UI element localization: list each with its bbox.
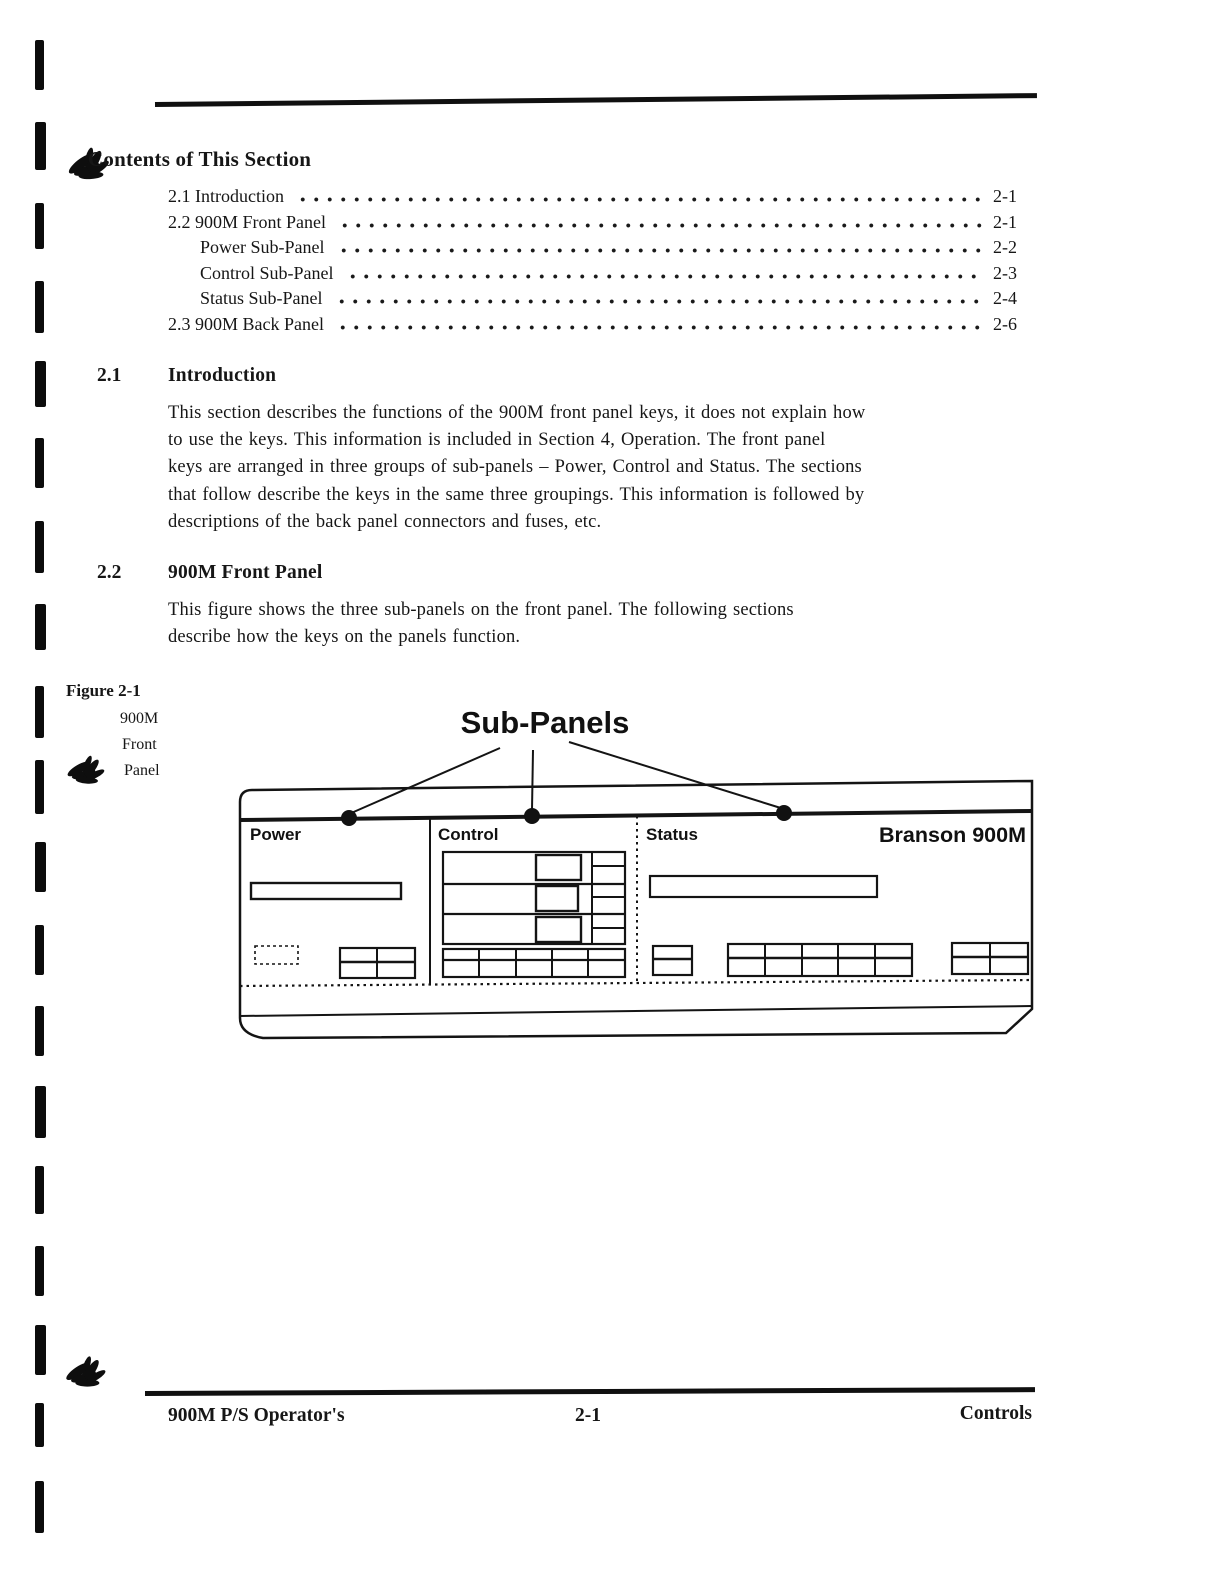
callout-dot xyxy=(524,808,540,824)
dot-leader xyxy=(338,221,983,228)
toc-entry-label: 2.2 900M Front Panel xyxy=(168,211,327,232)
callout-dot xyxy=(341,810,357,826)
control-key xyxy=(536,917,581,942)
dot-leader xyxy=(336,323,983,330)
callout-line xyxy=(569,742,784,809)
binding-mark xyxy=(35,40,44,90)
toc-entry xyxy=(168,263,1037,289)
binding-mark xyxy=(35,361,46,407)
subpanels-callout: Sub-Panels xyxy=(460,705,630,740)
callout-line xyxy=(532,750,533,810)
footer-left: 900M P/S Operator's xyxy=(168,1405,345,1426)
footer-rule xyxy=(145,1387,1035,1396)
table-of-contents xyxy=(168,186,1037,340)
section-title: Introduction xyxy=(168,365,277,386)
toc-entry-page: 2-1 xyxy=(993,186,1017,206)
binding-mark xyxy=(35,842,46,892)
binding-mark xyxy=(35,281,44,333)
toc-entry-page: 2-1 xyxy=(993,211,1017,232)
power-display xyxy=(251,883,401,899)
subpanel-top-bar xyxy=(240,811,1032,820)
figure-caption-line: 900M xyxy=(120,710,159,727)
ink-smudge xyxy=(59,745,117,800)
toc-entry-page: 2-6 xyxy=(993,313,1017,334)
toc-entry xyxy=(168,288,1037,314)
body-line: This figure shows the three sub-panels on the front panel. The following sections xyxy=(168,600,794,620)
binding-mark xyxy=(35,203,44,249)
dot-leader xyxy=(346,272,984,279)
binding-mark xyxy=(35,1166,44,1214)
callout-dot xyxy=(776,805,792,821)
section-title: 900M Front Panel xyxy=(168,562,323,583)
footer-page-number: 2-1 xyxy=(575,1405,601,1426)
toc-entry xyxy=(168,314,1037,340)
status-key xyxy=(653,946,692,975)
toc-entry xyxy=(168,237,1037,263)
dot-leader xyxy=(296,195,983,202)
toc-entry-page: 2-3 xyxy=(993,262,1017,283)
body-line: that follow describe the keys in the same three groupings. This information is followed by xyxy=(168,484,865,505)
dot-leader xyxy=(335,297,983,304)
footer-right: Controls xyxy=(959,1403,1032,1424)
body-line: descriptions of the back panel connectors and fuses, etc. xyxy=(168,511,602,532)
brand-label: Branson 900M xyxy=(879,823,1026,847)
binding-mark xyxy=(35,1086,46,1138)
binding-mark xyxy=(35,438,44,488)
binding-mark xyxy=(35,1403,44,1447)
top-rule xyxy=(155,93,1037,107)
control-key-grid xyxy=(443,949,625,977)
power-label: Power xyxy=(250,825,302,844)
section-number: 2.2 xyxy=(97,562,122,583)
toc-entry-label: Status Sub-Panel xyxy=(200,288,323,309)
control-key xyxy=(536,855,581,880)
binding-mark xyxy=(35,760,44,814)
binding-mark xyxy=(35,925,44,975)
binding-mark xyxy=(35,604,46,650)
binding-mark xyxy=(35,1246,44,1296)
body-line: to use the keys. This information is included in Section 4, Operation. The front panel xyxy=(168,430,826,451)
figure-label: Figure 2-1 xyxy=(66,681,141,700)
toc-entry-label: 2.1 Introduction xyxy=(168,186,284,206)
section-body xyxy=(168,400,1040,536)
toc-entry-page: 2-4 xyxy=(993,288,1017,309)
dot-leader xyxy=(337,246,984,253)
binding-mark xyxy=(35,122,46,170)
toc-entry-page: 2-2 xyxy=(993,237,1017,258)
binding-mark xyxy=(35,1006,44,1056)
toc-entry xyxy=(168,212,1037,238)
toc-entry xyxy=(168,186,1037,212)
binding-mark xyxy=(35,686,44,738)
power-dotted-key xyxy=(255,946,298,964)
binding-mark xyxy=(35,1481,44,1533)
figure-caption-line: Front xyxy=(122,735,157,753)
binding-mark xyxy=(35,1325,46,1375)
status-label: Status xyxy=(646,825,698,844)
status-display xyxy=(650,876,877,897)
body-line: This section describes the functions of the 900M front panel keys, it does not explain how xyxy=(168,403,866,423)
panel-linework xyxy=(240,742,1032,1038)
callout-line xyxy=(349,748,500,814)
toc-entry-label: 2.3 900M Back Panel xyxy=(168,313,324,334)
control-key xyxy=(536,886,578,911)
front-panel-figure xyxy=(230,690,1045,1060)
body-line: keys are arranged in three groups of sub-panels – Power, Control and Status. The sections xyxy=(168,457,862,478)
figure-caption-line: Panel xyxy=(124,761,160,779)
binding-mark xyxy=(35,521,44,573)
status-key-grid xyxy=(728,944,912,976)
toc-entry-label: Power Sub-Panel xyxy=(200,237,325,258)
control-label: Control xyxy=(438,825,499,844)
section-number: 2.1 xyxy=(97,365,122,386)
section-body xyxy=(168,597,1040,651)
body-line: describe how the keys on the panels function. xyxy=(168,627,521,648)
toc-title: Contents of This Section xyxy=(88,147,312,171)
ink-smudge xyxy=(58,1348,117,1400)
toc-entry-label: Control Sub-Panel xyxy=(200,262,334,283)
panel-crease xyxy=(240,1006,1032,1016)
